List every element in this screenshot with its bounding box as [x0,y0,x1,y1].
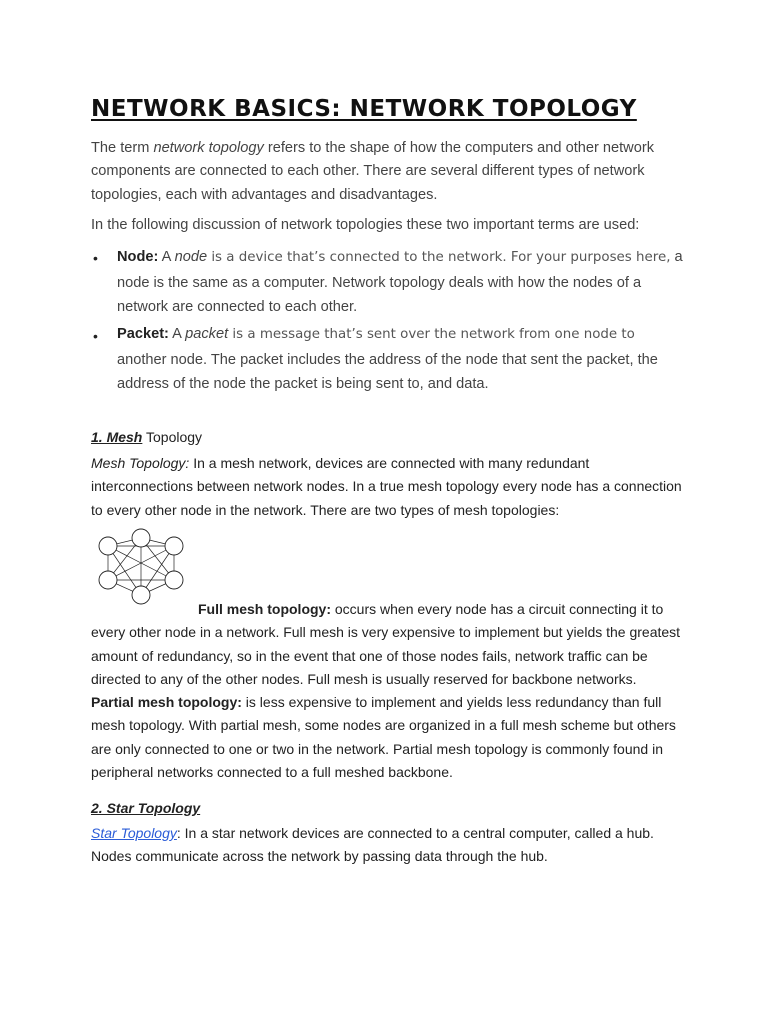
star-topology-link[interactable]: Star Topology [91,825,177,841]
bullet-node [117,245,687,320]
full-mesh-diagram [94,528,189,608]
full-mesh-text: occurs when every node has a circuit connecting it to [331,601,664,617]
partial-mesh-text: is less expensive to implement and yields less redundancy than full mesh topology. With partial mesh, some nodes are organized in a full mesh scheme but others are only connected to one or two in the network. Partial mesh topology is commonly found in peripheral networks connected to a full meshed backbone. [91,694,676,780]
partial-mesh-paragraph [91,691,691,784]
bullet-article: A [158,249,175,265]
mesh-intro-term: Mesh Topology: [91,455,190,471]
mesh-node [99,571,117,589]
mesh-intro-text: In a mesh network, devices are connected with many redundant interconnections between network nodes. In a true mesh topology every node has a connection to every other node in the network. There are two types of mesh topologies: [91,455,682,518]
bullet-term: Node: [117,249,159,265]
full-mesh-term: Full mesh topology: [198,601,331,617]
bullet-text: a node is the same as a computer. Network topology deals with how the nodes of a network are connected to each other. [117,249,683,315]
bullet-term: Packet: [117,326,169,342]
bullet-em: packet [185,326,229,342]
intro-term: network topology [153,140,264,156]
mesh-heading-rest: Topology [142,429,203,445]
bullet-light-text: is a message that’s sent over the network from one node to [228,327,635,342]
mesh-heading [91,429,202,445]
star-text: : In a star network devices are connected to a central computer, called a hub. Nodes communicate across the network by passing data through the hub. [91,825,654,865]
full-mesh-paragraph [91,598,691,691]
mesh-intro [91,452,691,522]
mesh-node [132,529,150,547]
bullet-article: A [168,326,186,342]
mesh-node [165,571,183,589]
partial-mesh-term: Partial mesh topology: [91,694,242,710]
mesh-node [99,537,117,555]
terms-intro: In the following discussion of network topologies these two important terms are used: [91,217,640,233]
page-title: NETWORK BASICS: NETWORK TOPOLOGY [91,96,637,122]
bullet-marker: • [93,250,98,266]
bullet-marker: • [93,328,98,344]
intro-text: The term [91,140,154,156]
mesh-node [165,537,183,555]
bullet-em: node [174,249,208,265]
star-heading [91,800,200,816]
intro-paragraph [91,137,681,207]
bullet-packet [117,322,687,397]
star-heading-text: 2. Star Topology [91,800,201,816]
mesh-heading-num: 1. Mesh [91,429,143,445]
star-paragraph [91,822,691,869]
full-mesh-text-rest: every other node in a network. Full mesh is very expensive to implement but yields the greatest amount of redundancy, so in the event that one of those nodes fails, network traffic can be directed to any of the other nodes. Full mesh is usually reserved for backbone networks. [91,624,681,687]
bullet-light-text: is a device that’s connected to the network. For your purposes here, [207,250,671,265]
bullet-text: another node. The packet includes the address of the node that sent the packet, the address of the node the packet is being sent to, and data. [117,351,658,392]
intro-text-rest: refers to the shape of how the computers and other network components are connected to each other. There are several different types of network topologies, each with advantages and disadvantages. [91,140,654,203]
